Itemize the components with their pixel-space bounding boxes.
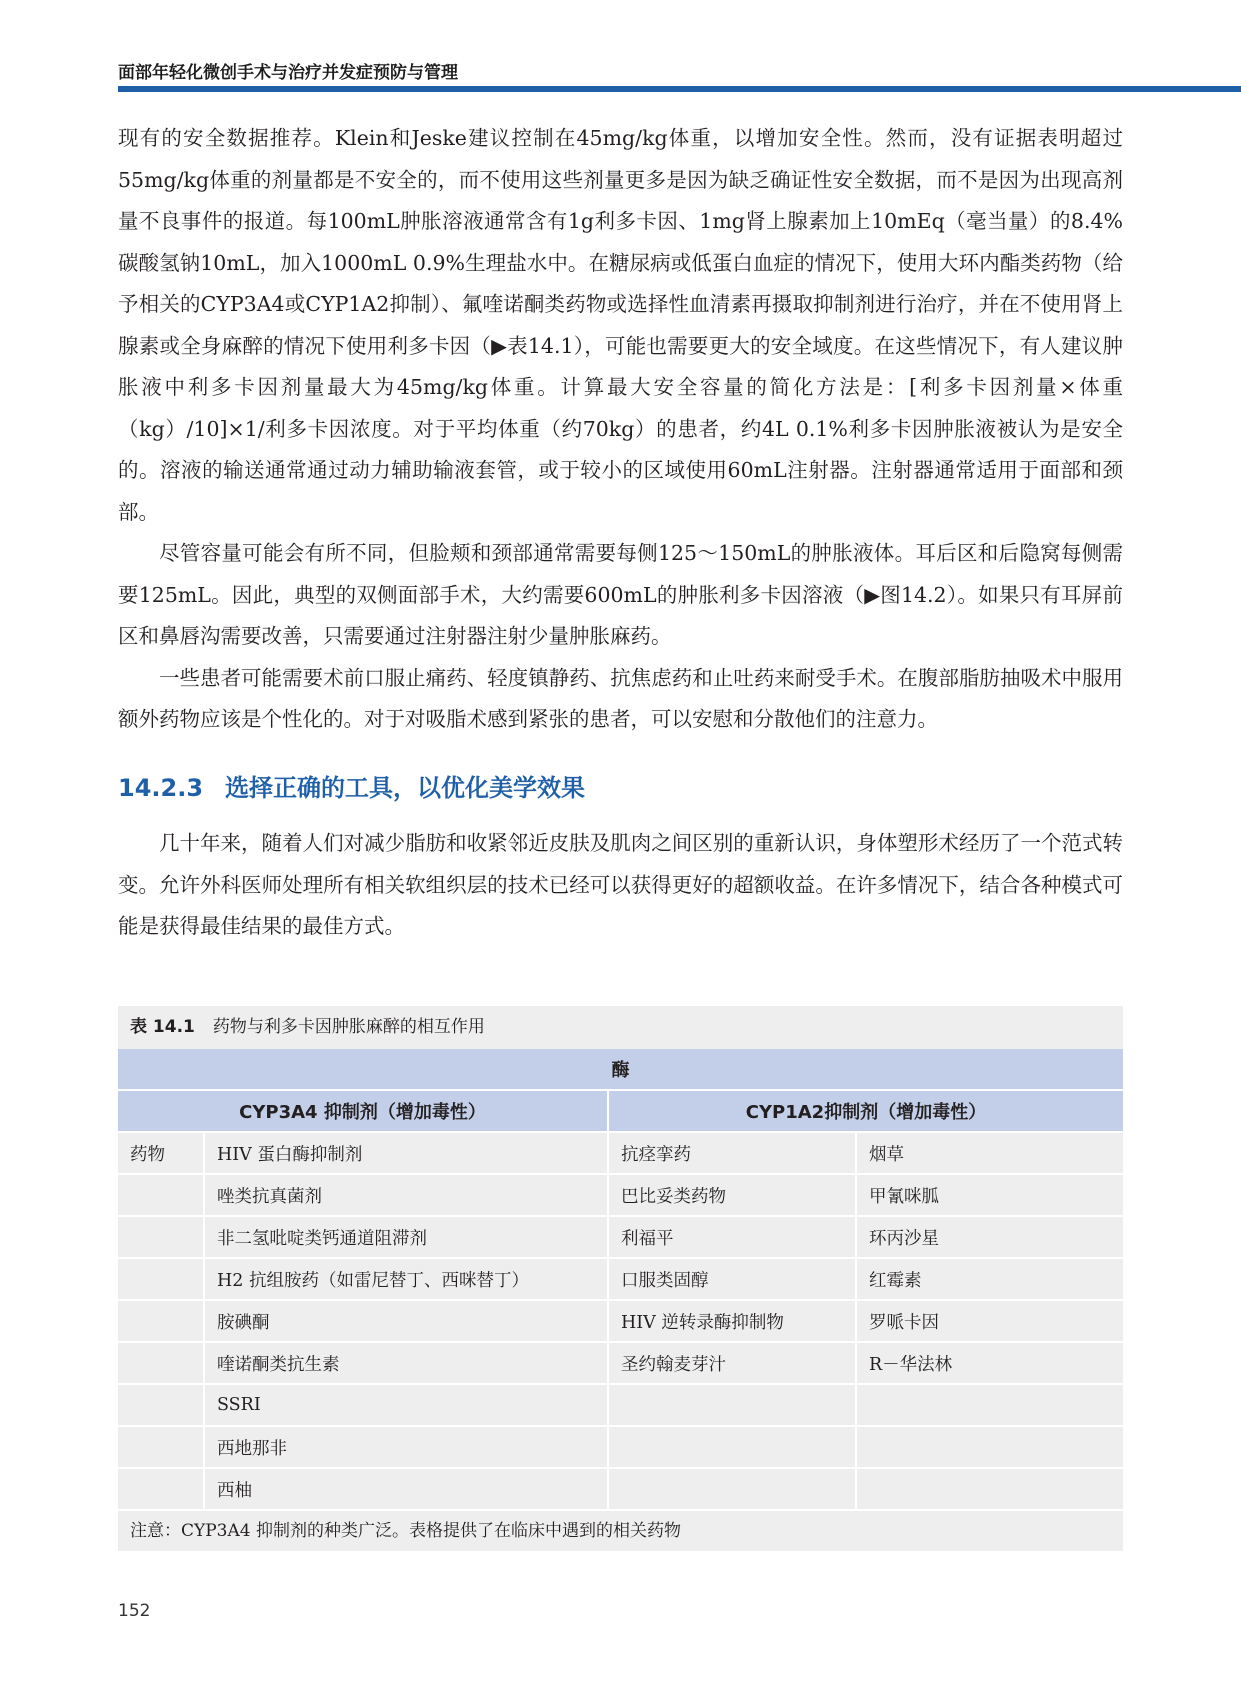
page-number: 152 <box>118 1601 151 1621</box>
table-caption-text: 药物与利多卡因肿胀麻醉的相互作用 <box>212 1017 485 1037</box>
row-label-cell <box>118 1174 204 1216</box>
table-row <box>118 1174 1123 1216</box>
cyp1a2-drug-cell-a: 巴比妥类药物 <box>608 1174 856 1216</box>
cyp1a2-header: CYP1A2抑制剂（增加毒性） <box>608 1090 1123 1132</box>
cyp1a2-drug-cell-a <box>608 1384 856 1426</box>
paragraph-1: 现有的安全数据推荐。Klein和Jeske建议控制在45mg/kg体重，以增加安全性。然而，没有证据表明超过55mg/kg体重的剂量都是不安全的，而不使用这些剂量更多是因为缺乏确证性安全数据，而不是因为出现高剂量不良事件的报道。每100mL肿胀溶液通常含有1g利多卡因、1mg肾上腺素加上10mEq（毫当量）的8.4%碳酸氢钠10mL，加入1000mL 0.9%生理盐水中。在糖尿病或低蛋白血症的情况下，使用大环内酯类药物（给予相关的CYP3A4或CYP1A2抑制）、氟喹诺酮类药物或选择性血清素再摄取抑制剂进行治疗，并在不使用肾上腺素或全身麻醉的情况下使用利多卡因（▶表14.1），可能也需要更大的安全域度。在这些情况下，有人建议肿胀液中利多卡因剂量最大为45mg/kg体重。计算最大安全容量的简化方法是：[利多卡因剂量×体重（kg）/10]×1/利多卡因浓度。对于平均体重（约70kg）的患者，约4L 0.1%利多卡因肿胀液被认为是安全的。溶液的输送通常通过动力辅助输液套管，或于较小的区域使用60mL注射器。注射器通常适用于面部和颈部。 <box>118 126 1123 524</box>
section-heading <box>118 768 585 803</box>
table-row <box>118 1258 1123 1300</box>
row-label-cell <box>118 1300 204 1342</box>
table-row <box>118 1468 1123 1509</box>
cyp3a4-drug-cell: 西柚 <box>204 1468 608 1509</box>
cyp1a2-drug-cell-b <box>856 1426 1123 1468</box>
row-label-cell <box>118 1384 204 1426</box>
section-title: 选择正确的工具，以优化美学效果 <box>225 774 586 802</box>
table-row <box>118 1342 1123 1384</box>
running-head: 面部年轻化微创手术与治疗并发症预防与管理 <box>118 63 458 83</box>
table-row <box>118 1132 1123 1174</box>
paragraph-4: 几十年来，随着人们对减少脂肪和收紧邻近皮肤及肌肉之间区别的重新认识，身体塑形术经历了一个范式转变。允许外科医师处理所有相关软组织层的技术已经可以获得更好的超额收益。在许多情况下，结合各种模式可能是获得最佳结果的最佳方式。 <box>118 831 1123 938</box>
row-label-cell <box>118 1258 204 1300</box>
cyp1a2-drug-cell-a: 口服类固醇 <box>608 1258 856 1300</box>
cyp1a2-drug-cell-b: 烟草 <box>856 1132 1123 1174</box>
cyp1a2-drug-cell-a: HIV 逆转录酶抑制物 <box>608 1300 856 1342</box>
body-text-block-1 <box>118 118 1123 741</box>
paragraph-3: 一些患者可能需要术前口服止痛药、轻度镇静药、抗焦虑药和止吐药来耐受手术。在腹部脂肪抽吸术中服用额外药物应该是个性化的。对于对吸脂术感到紧张的患者，可以安慰和分散他们的注意力。 <box>118 665 1123 731</box>
cyp1a2-drug-cell-a <box>608 1468 856 1509</box>
cyp1a2-drug-cell-b: 罗哌卡因 <box>856 1300 1123 1342</box>
cyp1a2-drug-cell-a: 利福平 <box>608 1216 856 1258</box>
cyp3a4-drug-cell: 胺碘酮 <box>204 1300 608 1342</box>
cyp1a2-drug-cell-b: R－华法林 <box>856 1342 1123 1384</box>
table-label: 表 14.1 <box>130 1017 195 1037</box>
table-row <box>118 1216 1123 1258</box>
cyp3a4-header: CYP3A4 抑制剂（增加毒性） <box>118 1090 608 1132</box>
cyp1a2-drug-cell-a: 圣约翰麦芽汁 <box>608 1342 856 1384</box>
table-grid <box>118 1049 1123 1509</box>
row-label-cell <box>118 1468 204 1509</box>
row-label-cell: 药物 <box>118 1132 204 1174</box>
row-label-cell <box>118 1342 204 1384</box>
cyp3a4-drug-cell: 西地那非 <box>204 1426 608 1468</box>
section-number: 14.2.3 <box>118 774 204 802</box>
cyp1a2-drug-cell-b: 环丙沙星 <box>856 1216 1123 1258</box>
cyp1a2-drug-cell-b <box>856 1384 1123 1426</box>
header-rule <box>118 86 1241 92</box>
cyp1a2-drug-cell-b: 红霉素 <box>856 1258 1123 1300</box>
paragraph-2: 尽管容量可能会有所不同，但脸颊和颈部通常需要每侧125～150mL的肿胀液体。耳后区和后隐窝每侧需要125mL。因此，典型的双侧面部手术，大约需要600mL的肿胀利多卡因溶液（▶图14.2）。如果只有耳屏前区和鼻唇沟需要改善，只需要通过注射器注射少量肿胀麻药。 <box>118 541 1123 648</box>
enzyme-header: 酶 <box>118 1049 1123 1090</box>
row-label-cell <box>118 1216 204 1258</box>
body-text-block-2 <box>118 823 1123 948</box>
cyp1a2-drug-cell-b <box>856 1468 1123 1509</box>
row-label-cell <box>118 1426 204 1468</box>
cyp3a4-drug-cell: 非二氢吡啶类钙通道阻滞剂 <box>204 1216 608 1258</box>
cyp3a4-drug-cell: SSRI <box>204 1384 608 1426</box>
table-row <box>118 1384 1123 1426</box>
table-row <box>118 1426 1123 1468</box>
cyp3a4-drug-cell: 唑类抗真菌剂 <box>204 1174 608 1216</box>
table-note: 注意：CYP3A4 抑制剂的种类广泛。表格提供了在临床中遇到的相关药物 <box>118 1509 1123 1551</box>
cyp3a4-drug-cell: H2 抗组胺药（如雷尼替丁、西咪替丁） <box>204 1258 608 1300</box>
cyp1a2-drug-cell-a <box>608 1426 856 1468</box>
cyp3a4-drug-cell: HIV 蛋白酶抑制剂 <box>204 1132 608 1174</box>
table-caption <box>118 1006 1123 1049</box>
cyp3a4-drug-cell: 喹诺酮类抗生素 <box>204 1342 608 1384</box>
drug-interaction-table <box>118 1006 1123 1551</box>
cyp1a2-drug-cell-b: 甲氰咪胍 <box>856 1174 1123 1216</box>
cyp1a2-drug-cell-a: 抗痉挛药 <box>608 1132 856 1174</box>
table-row <box>118 1300 1123 1342</box>
